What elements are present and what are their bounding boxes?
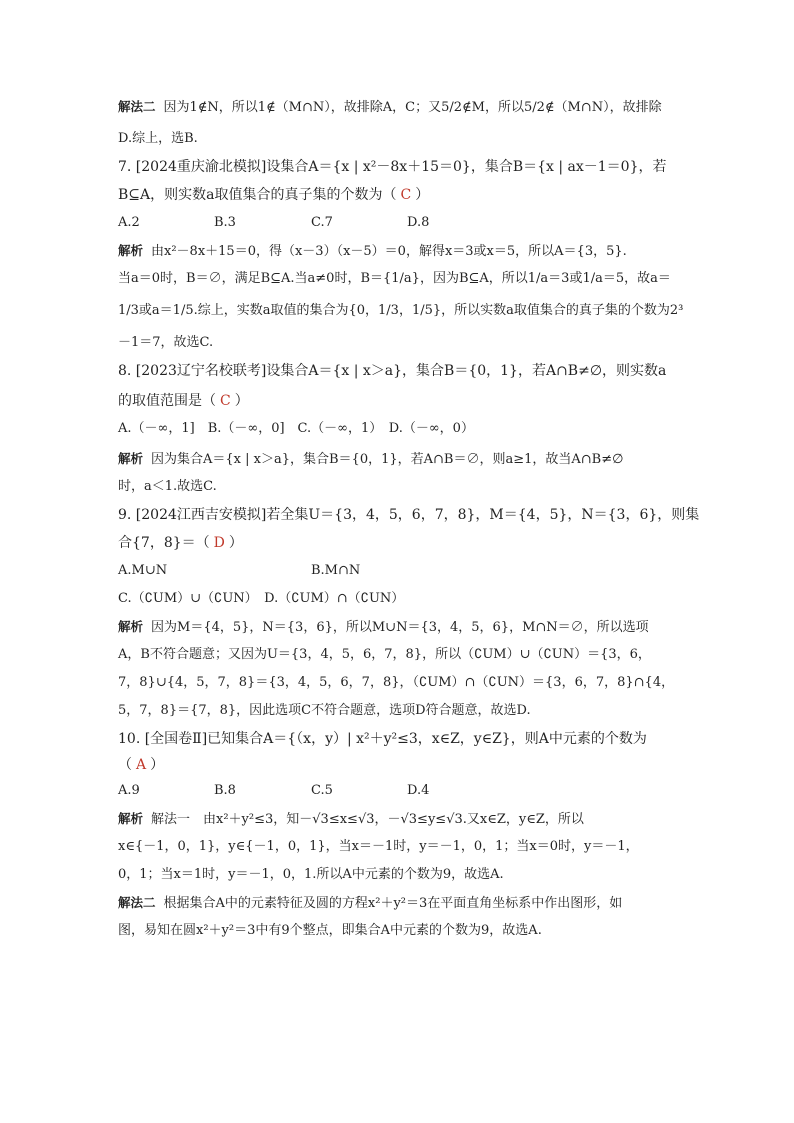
solution-10-line-2 [118,838,639,856]
solution-8-line-1 [118,450,623,469]
option-b: B.M∩N [311,563,361,578]
option-c: C.7 [311,215,333,230]
answer-choice: A [136,757,147,773]
option-c: C.5 [311,783,333,798]
solution-7-line-4 [118,334,213,352]
question-10-stem-cont [118,756,164,774]
question-8-stem [118,362,666,380]
line-text: A，B不符合题意；又因为U＝{3，4，5，6，7，8}，所以（∁UM）∪（∁UN）＝{3，6， [118,647,651,662]
method-label: 解法二 [118,99,156,114]
answer-choice: C [400,187,412,203]
line-conclusion-q6 [118,130,198,148]
option-d: D.4 [407,783,430,798]
line-text: 解法一 由x²＋y²≤3，知－√3≤x≤√3，－√3≤y≤√3.又x∈Z，y∈Z，所以 [151,812,584,827]
solution-10-method2-line-2 [118,922,542,940]
line-text: 0，1；当x＝1时，y＝－1，0，1.所以A中元素的个数为9，故选A. [118,867,504,882]
line-text: x∈{－1，0，1}，y∈{－1，0，1}，当x＝－1时，y＝－1，0，1；当x＝0时，y＝－1， [118,839,639,854]
line-method2-q6 [118,98,662,117]
line-text: 8. [2023辽宁名校联考]设集合A＝{x | x＞a}，集合B＝{0，1}，若A∩B≠∅，则实数a [118,363,667,379]
analysis-label: 解析 [118,619,144,634]
answer-choice: D [213,535,225,551]
line-text: C.（∁UM）∪（∁UN） D.（∁UM）∩（∁UN） [118,591,405,606]
question-10-stem [118,730,647,748]
line-text: 时，a＜1.故选C. [118,479,217,494]
solution-10-line-1 [118,810,584,829]
line-text: 因为M＝{4，5}，N＝{3，6}，所以M∪N＝{3，4，5，6}，M∩N＝∅，所以选项 [151,620,649,635]
line-text: －1＝7，故选C. [118,335,214,350]
solution-9-line-4 [118,702,531,720]
line-text: 因为1∉N，所以1∉（M∩N），故排除A，C；又5/2∉M，所以5/2∉（M∩N），故排除 [163,100,662,115]
question-8-stem-cont [118,392,249,410]
solution-9-line-3 [118,674,674,692]
line-text: ） [234,393,249,409]
line-text: 5，7，8}＝{7，8}，因此选项C不符合题意，选项D符合题意，故选D. [118,703,531,718]
line-text: 的取值范围是（ [118,393,216,409]
option-b: B.8 [214,783,236,798]
question-9-stem-cont [118,534,243,552]
solution-9-line-1 [118,618,649,637]
option-d: D.8 [407,215,430,230]
line-text: 7. [2024重庆渝北模拟]设集合A＝{x | x²－8x＋15＝0}，集合B＝{x | ax－1＝0}，若 [118,159,667,175]
analysis-label: 解析 [118,811,144,826]
question-9-stem [118,506,699,524]
question-8-options [118,420,474,438]
line-text: 7，8}∪{4，5，7，8}＝{3，4，5，6，7，8}，（∁UM）∩（∁UN）＝{3，6，7，8}∩{4， [118,675,675,690]
solution-7-line-3 [118,302,683,320]
analysis-label: 解析 [118,451,144,466]
question-9-options-row-2 [118,590,404,608]
question-7-stem [118,158,667,176]
line-text: B⊆A，则实数a取值集合的真子集的个数为（ [118,187,397,203]
option-a: A.2 [118,215,140,230]
method-label: 解法二 [118,895,156,910]
solution-7-line-2 [118,270,671,288]
option-a: A.9 [118,783,140,798]
line-text: 10. [全国卷Ⅱ]已知集合A＝{（x，y）| x²＋y²≤3，x∈Z，y∈Z}，则A中元素的个数为 [118,731,647,747]
line-text: 因为集合A＝{x | x＞a}，集合B＝{0，1}，若A∩B＝∅，则a≥1，故当A∩B≠∅ [151,452,624,467]
line-text: 合{7，8}＝（ [118,535,210,551]
line-text: 1/3或a＝1/5.综上，实数a取值的集合为{0，1/3，1/5}，所以实数a取值集合的真子集的个数为2³ [118,303,684,318]
question-7-stem-cont [118,186,429,204]
line-text: 图，易知在圆x²＋y²＝3中有9个整点，即集合A中元素的个数为9，故选A. [118,923,542,938]
line-text: （ [118,757,132,773]
analysis-label: 解析 [118,243,144,258]
line-text: 根据集合A中的元素特征及圆的方程x²＋y²＝3在平面直角坐标系中作出图形，如 [163,896,623,911]
line-text: D.综上，选B. [118,131,198,146]
solution-9-line-2 [118,646,651,664]
line-text: 当a＝0时，B＝∅，满足B⊆A.当a≠0时，B＝{1/a}，因为B⊆A，所以1/a＝3或1/a＝5，故a＝ [118,271,671,286]
solution-10-line-3 [118,866,504,884]
line-text: ） [415,187,430,203]
option-a: A.M∪N [118,563,168,578]
solution-10-method2-line-1 [118,894,622,913]
solution-8-line-2 [118,478,217,496]
answer-choice: C [220,393,231,409]
line-text: ） [150,757,165,773]
solution-7-line-1 [118,242,627,261]
line-text: ） [228,535,243,551]
line-text: A.（－∞，1] B.（－∞，0] C.（－∞，1） D.（－∞，0） [118,421,474,436]
option-b: B.3 [214,215,236,230]
line-text: 9. [2024江西吉安模拟]若全集U＝{3，4，5，6，7，8}，M＝{4，5}，N＝{3，6}，则集 [118,507,700,523]
line-text: 由x²－8x＋15＝0，得（x－3）（x－5）＝0，解得x＝3或x＝5，所以A＝{3，5}. [151,244,627,259]
